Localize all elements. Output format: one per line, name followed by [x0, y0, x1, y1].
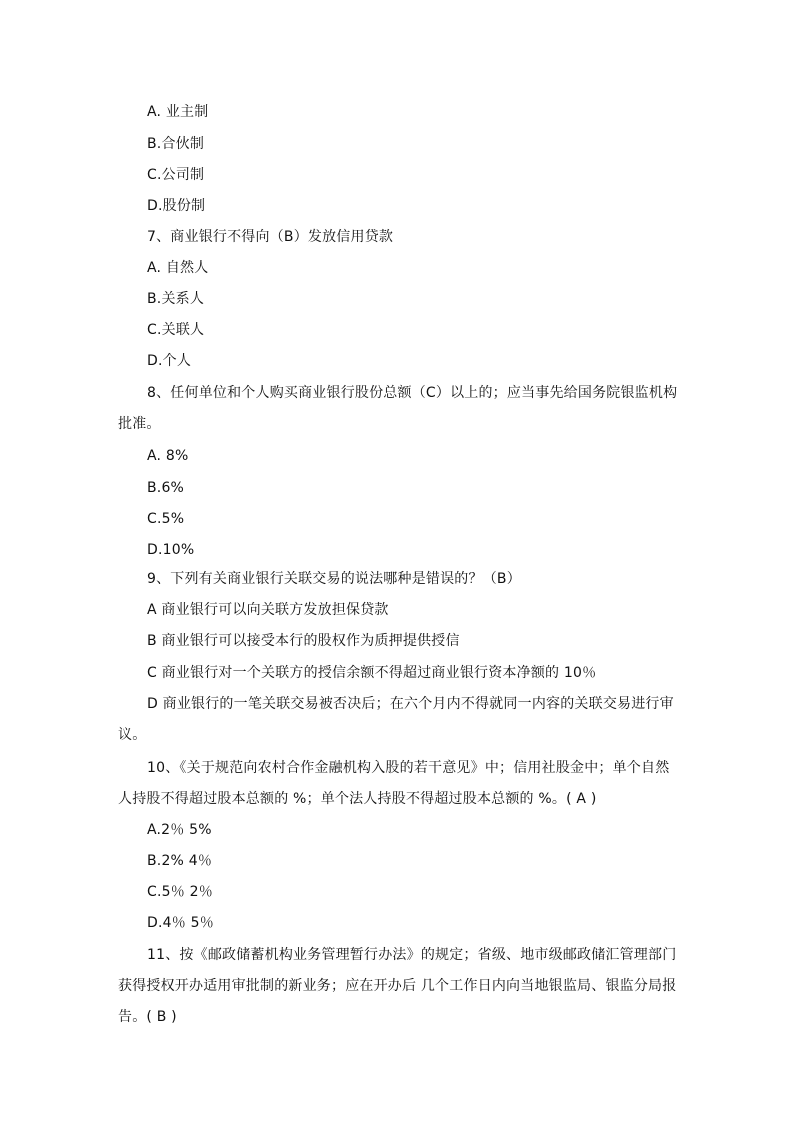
- question-9-continuation: 议。: [118, 727, 147, 743]
- option-b-line: B.2% 4％: [147, 853, 213, 869]
- question-11-continuation-1: 获得授权开办适用审批制的新业务；应在开办后 几个工作日内向当地银监局、银监分局报: [118, 978, 677, 994]
- question-11-continuation-2: 告。( B ): [118, 1009, 177, 1025]
- option-c-line: C 商业银行对一个关联方的授信余额不得超过商业银行资本净额的 10％: [147, 665, 597, 681]
- option-c-line: C.5%: [147, 511, 185, 527]
- question-8-continuation: 批准。: [118, 416, 161, 432]
- question-7: 7、商业银行不得向（B）发放信用贷款: [147, 229, 394, 245]
- option-a-line: A.2％ 5%: [147, 822, 212, 838]
- question-11: 11、按《邮政储蓄机构业务管理暂行办法》的规定；省级、地市级邮政储汇管理部门: [147, 947, 677, 963]
- option-b-line: B 商业银行可以接受本行的股权作为质押提供授信: [147, 633, 460, 649]
- option-a-line: A. 业主制: [147, 104, 209, 120]
- question-9: 9、下列有关商业银行关联交易的说法哪种是错误的？（B）: [147, 571, 521, 587]
- option-d-line: D 商业银行的一笔关联交易被否决后；在六个月内不得就同一内容的关联交易进行审: [147, 696, 674, 712]
- option-d-line: D.4％ 5％: [147, 915, 214, 931]
- option-d-line: D.股份制: [147, 198, 206, 214]
- question-10: 10、《关于规范向农村合作金融机构入股的若干意见》中；信用社股金中；单个自然: [147, 760, 670, 776]
- option-b-line: B.合伙制: [147, 136, 205, 152]
- question-10-continuation: 人持股不得超过股本总额的 %；单个法人持股不得超过股本总额的 %。( A ): [118, 791, 597, 807]
- option-c-line: C.公司制: [147, 167, 205, 183]
- option-b-line: B.关系人: [147, 291, 205, 307]
- option-a-line: A. 自然人: [147, 260, 209, 276]
- option-b-line: B.6%: [147, 480, 185, 496]
- option-d-line: D.个人: [147, 353, 192, 369]
- option-d-line: D.10%: [147, 542, 195, 558]
- option-c-line: C.关联人: [147, 322, 205, 338]
- option-a-line: A. 8%: [147, 448, 189, 464]
- question-8: 8、任何单位和个人购买商业银行股份总额（C）以上的；应当事先给国务院银监机构: [147, 385, 678, 401]
- option-c-line: C.5％ 2％: [147, 884, 213, 900]
- option-a-line: A 商业银行可以向关联方发放担保贷款: [147, 602, 389, 618]
